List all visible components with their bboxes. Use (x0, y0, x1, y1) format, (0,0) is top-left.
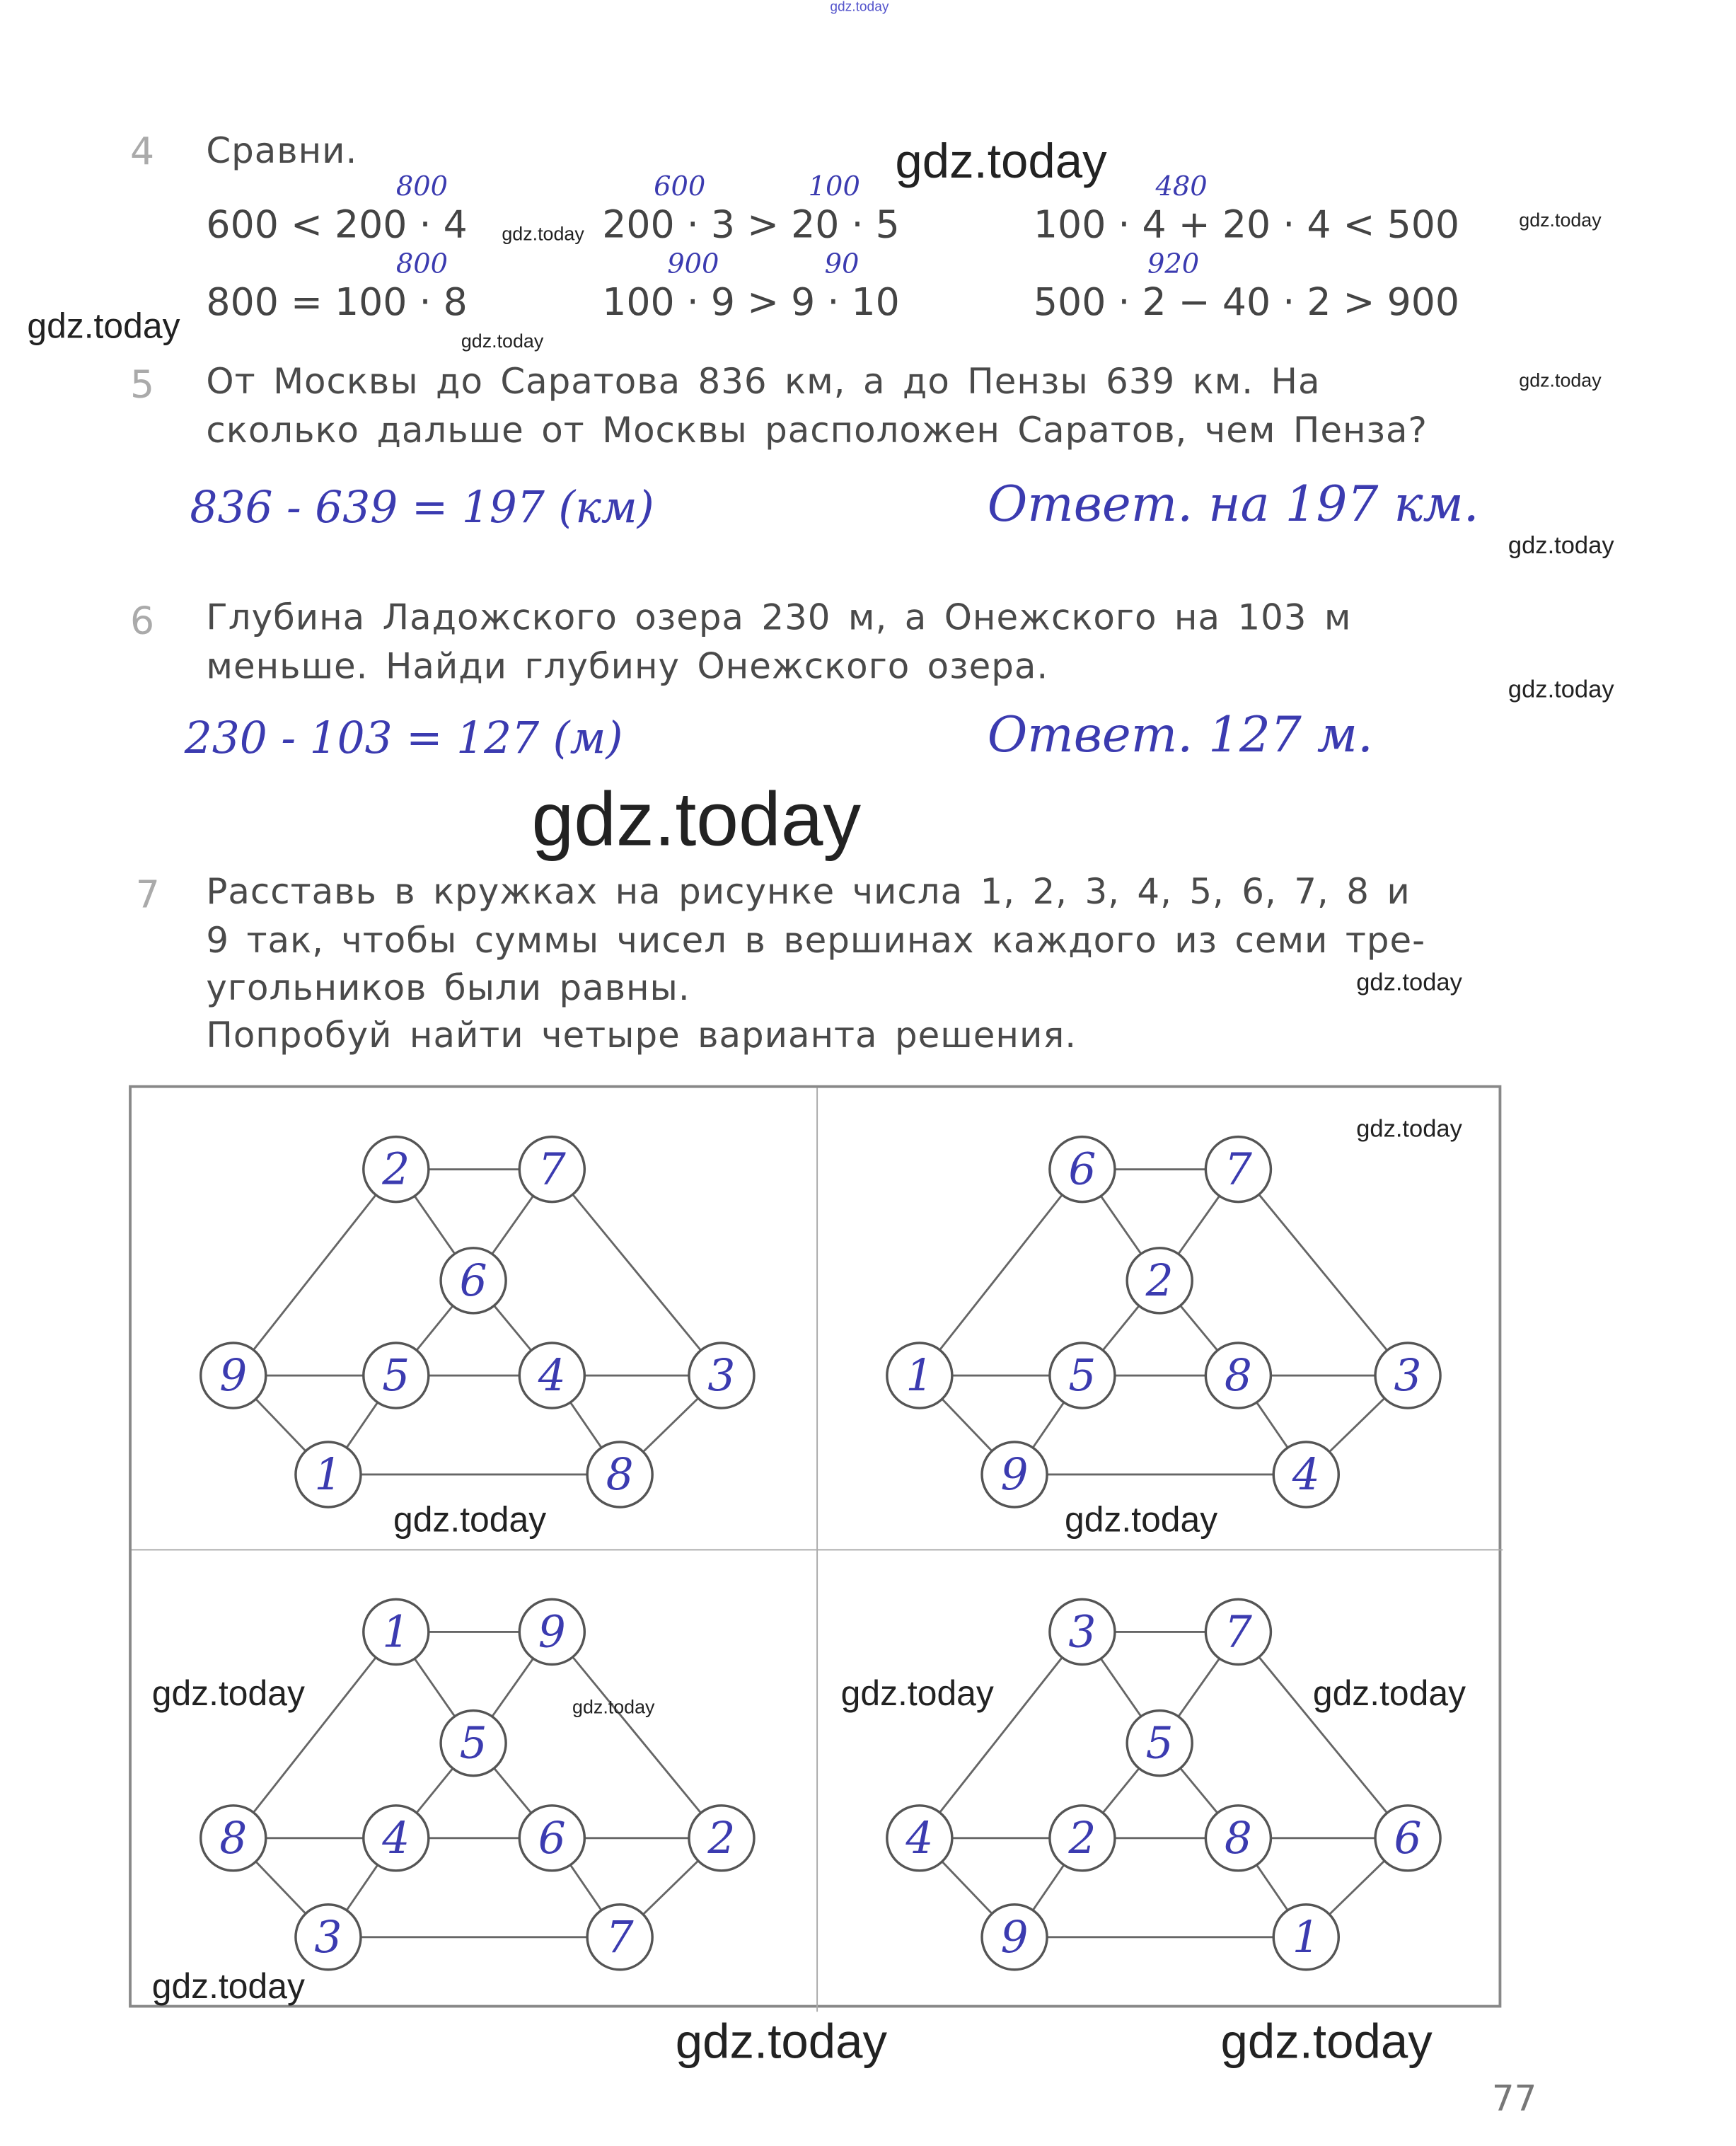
graph-node (1273, 1905, 1338, 1970)
compare-expression: 600 < 200 · 4 (206, 202, 468, 247)
graph-node (1050, 1599, 1115, 1664)
graph-node (519, 1137, 584, 1202)
node-number: 6 (459, 1255, 487, 1306)
node-number: 6 (1068, 1144, 1096, 1195)
watermark: gdz.today (840, 1672, 994, 1714)
solution-panel-3 (132, 1549, 816, 2012)
task-6-number: 6 (130, 598, 155, 643)
graph-node (982, 1442, 1047, 1507)
watermark: gdz.today (1065, 1499, 1218, 1540)
watermark: gdz.today (1519, 209, 1602, 231)
graph-node (689, 1343, 754, 1408)
node-number: 6 (538, 1813, 566, 1864)
node-number: 8 (219, 1813, 248, 1864)
watermark: gdz.today (1356, 1114, 1462, 1143)
header-watermark: gdz.today (830, 0, 889, 16)
triangle-graph (818, 1088, 1503, 1550)
node-number: 1 (382, 1607, 410, 1658)
graph-edge (1238, 1170, 1408, 1375)
watermark: gdz.today (461, 329, 544, 352)
watermark: gdz.today (1508, 675, 1614, 703)
task-4-number: 4 (130, 129, 155, 174)
graph-node (1205, 1343, 1271, 1408)
watermark: gdz.today (393, 1499, 547, 1540)
task-5-number: 5 (130, 362, 155, 408)
watermark: gdz.today (27, 305, 180, 346)
watermark: gdz.today (1312, 1672, 1466, 1714)
node-number: 9 (1000, 1912, 1029, 1963)
watermark: gdz.today (572, 1695, 655, 1718)
graph-node (1205, 1806, 1271, 1871)
annotation: 90 (824, 246, 860, 279)
graph-node (441, 1248, 506, 1313)
compare-expression: 800 = 100 · 8 (206, 279, 468, 325)
solution-panel-2 (816, 1088, 1503, 1550)
node-number: 5 (459, 1718, 487, 1769)
graph-node (296, 1905, 361, 1970)
graph-node (1205, 1599, 1271, 1664)
node-number: 3 (707, 1351, 736, 1402)
task-5-text: сколько дальше от Москвы расположен Саратов, чем Пенза? (206, 410, 1428, 452)
task-5-text: От Москвы до Саратова 836 км, а до Пензы 639 км. На (206, 362, 1321, 403)
page-number: 77 (1491, 2079, 1537, 2121)
graph-node (1127, 1248, 1192, 1313)
task-6-answer: Ответ. 127 м. (987, 708, 1373, 764)
graph-edge (920, 1170, 1082, 1375)
node-number: 9 (538, 1607, 566, 1658)
graph-node (201, 1806, 266, 1871)
graph-node (1127, 1711, 1192, 1776)
graph-node (887, 1343, 952, 1408)
graph-node (1375, 1806, 1440, 1871)
task-5-answer: Ответ. на 197 км. (987, 477, 1479, 533)
task-4-title: Сравни. (206, 131, 358, 173)
watermark: gdz.today (531, 775, 862, 862)
task-7-text: Попробуй найти четыре варианта решения. (206, 1015, 1077, 1057)
graph-node (887, 1806, 952, 1871)
node-number: 8 (1224, 1351, 1252, 1402)
compare-expression: 200 · 3 > 20 · 5 (602, 202, 900, 247)
solutions-grid (129, 1085, 1501, 2008)
annotation: 800 (395, 169, 449, 202)
graph-node (201, 1343, 266, 1408)
graph-node (1375, 1343, 1440, 1408)
watermark: gdz.today (1356, 968, 1462, 996)
graph-node (519, 1806, 584, 1871)
annotation: 920 (1147, 246, 1200, 279)
annotation: 900 (667, 246, 719, 279)
graph-node (296, 1442, 361, 1507)
node-number: 5 (1145, 1718, 1174, 1769)
watermark: gdz.today (1508, 531, 1614, 559)
annotation: 800 (395, 246, 449, 279)
watermark: gdz.today (1519, 369, 1602, 391)
solution-panel-1 (132, 1088, 816, 1550)
graph-node (1050, 1343, 1115, 1408)
watermark: gdz.today (502, 222, 584, 245)
annotation: 600 (654, 169, 706, 202)
graph-edge (920, 1632, 1082, 1838)
task-7-text: 9 так, чтобы суммы чисел в вершинах каждого из семи тре- (206, 921, 1426, 962)
node-number: 2 (1068, 1813, 1096, 1864)
task-5-solution: 836 - 639 = 197 (км) (190, 481, 654, 533)
node-number: 1 (1292, 1912, 1320, 1963)
task-7-number: 7 (135, 872, 160, 918)
graph-node (519, 1343, 584, 1408)
node-number: 1 (314, 1450, 342, 1501)
node-number: 2 (707, 1813, 736, 1864)
triangle-graph (132, 1550, 816, 2012)
graph-node (1273, 1442, 1338, 1507)
graph-edge (552, 1632, 722, 1838)
annotation: 480 (1155, 169, 1208, 202)
node-number: 7 (606, 1912, 634, 1963)
graph-node (1050, 1806, 1115, 1871)
compare-expression: 100 · 4 + 20 · 4 < 500 (1033, 202, 1460, 247)
task-6-solution: 230 - 103 = 127 (м) (184, 712, 623, 764)
watermark: gdz.today (675, 2013, 888, 2069)
node-number: 4 (538, 1351, 566, 1402)
node-number: 5 (1068, 1351, 1096, 1402)
node-number: 9 (1000, 1450, 1029, 1501)
task-6-text: Глубина Ладожского озера 230 м, а Онежского на 103 м (206, 598, 1352, 640)
graph-node (364, 1343, 429, 1408)
node-number: 2 (1145, 1255, 1174, 1306)
graph-node (587, 1442, 652, 1507)
node-number: 7 (538, 1144, 566, 1195)
node-number: 7 (1224, 1144, 1252, 1195)
graph-edge (552, 1170, 722, 1375)
graph-node (364, 1806, 429, 1871)
node-number: 1 (905, 1351, 934, 1402)
watermark: gdz.today (151, 1672, 305, 1714)
node-number: 5 (382, 1351, 410, 1402)
annotation: 100 (808, 169, 860, 202)
node-number: 3 (314, 1912, 342, 1963)
compare-expression: 500 · 2 − 40 · 2 > 900 (1033, 279, 1460, 325)
task-6-text: меньше. Найди глубину Онежского озера. (206, 647, 1049, 688)
task-7-text: угольников были равны. (206, 968, 690, 1010)
graph-node (982, 1905, 1047, 1970)
node-number: 6 (1394, 1813, 1422, 1864)
graph-node (1050, 1137, 1115, 1202)
graph-node (441, 1711, 506, 1776)
graph-edge (1238, 1632, 1408, 1838)
node-number: 3 (1394, 1351, 1422, 1402)
watermark: gdz.today (1220, 2013, 1433, 2069)
node-number: 2 (382, 1144, 410, 1195)
triangle-graph (132, 1088, 816, 1550)
graph-edge (233, 1632, 396, 1838)
graph-node (364, 1137, 429, 1202)
node-number: 4 (382, 1813, 410, 1864)
graph-edge (233, 1170, 396, 1375)
node-number: 7 (1224, 1607, 1252, 1658)
task-7-text: Расставь в кружках на рисунке числа 1, 2, 3, 4, 5, 6, 7, 8 и (206, 872, 1411, 913)
graph-node (689, 1806, 754, 1871)
solution-panel-4 (816, 1549, 1503, 2012)
graph-node (364, 1599, 429, 1664)
triangle-graph (818, 1550, 1503, 2012)
node-number: 8 (606, 1450, 634, 1501)
watermark: gdz.today (151, 1966, 305, 2007)
node-number: 4 (1292, 1450, 1320, 1501)
node-number: 9 (219, 1351, 248, 1402)
compare-expression: 100 · 9 > 9 · 10 (602, 279, 900, 325)
graph-node (1205, 1137, 1271, 1202)
node-number: 3 (1068, 1607, 1096, 1658)
node-number: 4 (905, 1813, 934, 1864)
graph-node (519, 1599, 584, 1664)
watermark: gdz.today (895, 132, 1107, 189)
node-number: 8 (1224, 1813, 1252, 1864)
graph-node (587, 1905, 652, 1970)
